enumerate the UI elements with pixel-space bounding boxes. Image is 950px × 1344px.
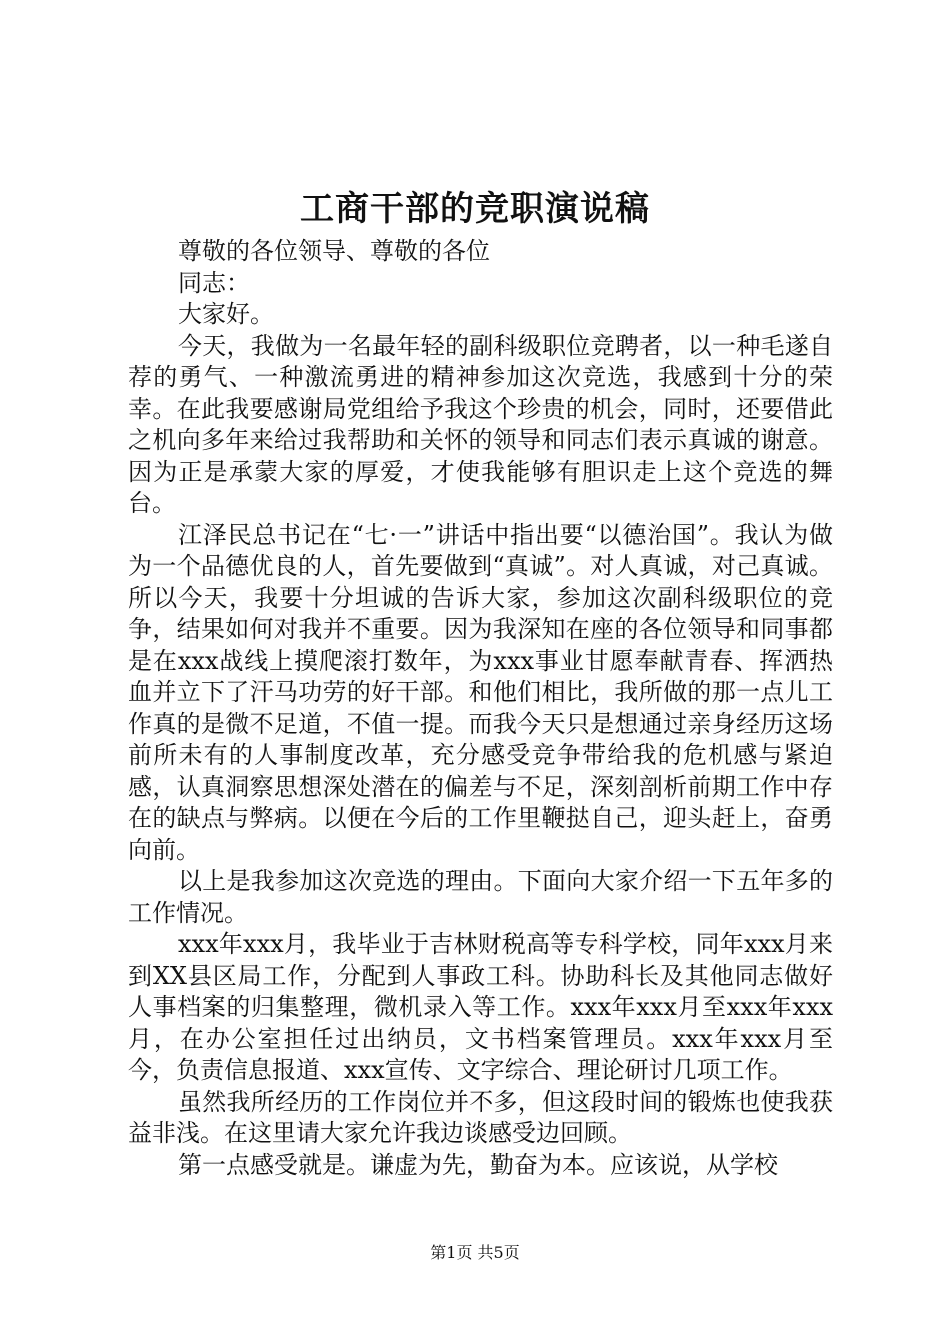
salutation-line: 同志： [178, 268, 250, 297]
body-paragraph: 江泽民总书记在“七·一”讲话中指出要“以德治国”。我认为做为一个品德优良的人，首先要做到“真诚”。对人真诚，对己真诚。所以今天，我要十分坦诚的告诉大家，参加这次副科级职位的竞争，结果如何对我并不重要。因为我深知在座的各位领导和同事都是在xxx战线上摸爬滚打数年，为xxx事业甘愿奉献青春、挥洒热血并立下了汗马功劳的好干部。和他们相比，我所做的那一点儿工作真的是微不足道，不值一提。而我今天只是想通过亲身经历这场前所未有的人事制度改革，充分感受竞争带给我的危机感与紧迫感，认真洞察思想深处潜在的偏差与不足，深刻剖析前期工作中存在的缺点与弊病。以便在今后的工作里鞭挞自己，迎头赶上，奋勇向前。 [128, 520, 833, 864]
body-paragraph: 今天，我做为一名最年轻的副科级职位竞聘者，以一种毛遂自荐的勇气、一种激流勇进的精神参加这次竞选，我感到十分的荣幸。在此我要感谢局党组给予我这个珍贵的机会，同时，还要借此之机向多年来给过我帮助和关怀的领导和同志们表示真诚的谢意。因为正是承蒙大家的厚爱，才使我能够有胆识走上这个竞选的舞台。 [128, 331, 833, 517]
body-paragraph: 虽然我所经历的工作岗位并不多，但这段时间的锻炼也使我获益非浅。在这里请大家允许我边谈感受边回顾。 [128, 1087, 833, 1147]
body-paragraph: xxx年xxx月，我毕业于吉林财税高等专科学校，同年xxx月来到XX县区局工作，分配到人事政工科。协助科长及其他同志做好人事档案的归集整理，微机录入等工作。xxx年xxx月至xxx年xxx月，在办公室担任过出纳员，文书档案管理员。xxx年xxx月至今，负责信息报道、xxx宣传、文字综合、理论研讨几项工作。 [128, 930, 833, 1084]
document-body [128, 236, 833, 1181]
body-paragraph: 以上是我参加这次竞选的理由。下面向大家介绍一下五年多的工作情况。 [128, 867, 833, 927]
salutation-line: 尊敬的各位领导、尊敬的各位 [178, 237, 490, 265]
body-paragraph: 第一点感受就是。谦虚为先，勤奋为本。应该说，从学校 [178, 1150, 778, 1179]
greeting-line: 大家好。 [178, 300, 274, 328]
document-title: 工商干部的竞职演说稿 [300, 189, 650, 229]
page-number-footer: 第1页 共5页 [430, 1243, 520, 1262]
